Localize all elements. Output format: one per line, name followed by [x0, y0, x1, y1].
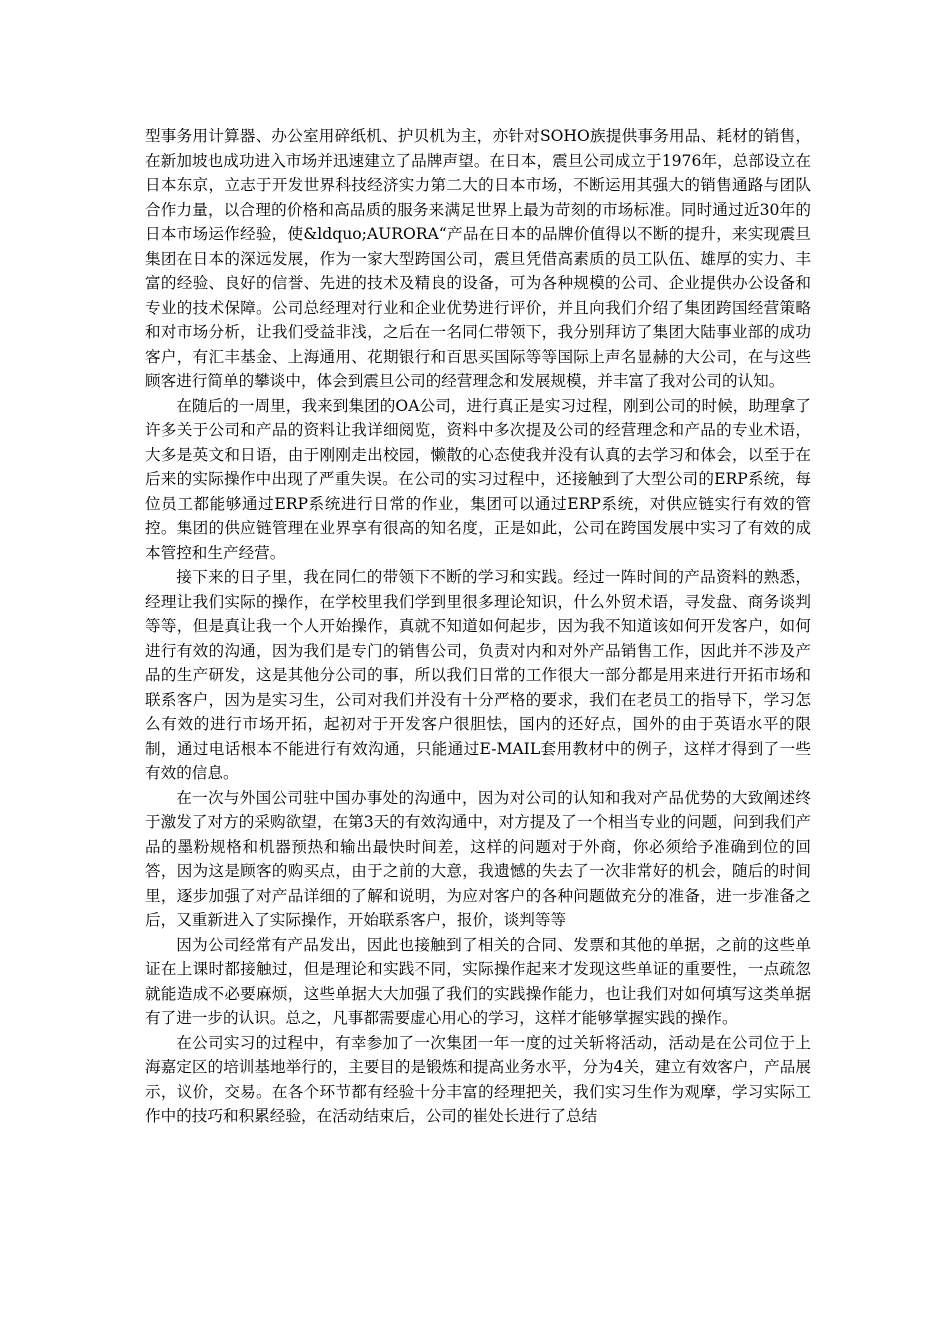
paragraph-6: 在公司实习的过程中，有幸参加了一次集团一年一度的过关斩将活动，活动是在公司位于上海嘉定区的培训基地举行的，主要目的是锻炼和提高业务水平，分为4关，建立有效客户，产品展示，议价，交易。在各个环节都有经验十分丰富的经理把关，我们实习生作为观摩，学习实际工作中的技巧和积累经验，在活动结束后，公司的崔处长进行了总结: [145, 1033, 811, 1125]
paragraph-1: 型事务用计算器、办公室用碎纸机、护贝机为主，亦针对SOHO族提供事务用品、耗材的销售，在新加坡也成功进入市场并迅速建立了品牌声望。在日本，震旦公司成立于1976年，总部设立在日本东京，立志于开发世界科技经济实力第二大的日本市场，不断运用其强大的销售通路与团队合作力量，以合理的价格和高品质的服务来满足世界上最为苛刻的市场标准。同时通过近30年的日本市场运作经验，使&ldquo;AURORA“产品在日本的品牌价值得以不断的提升，来实现震旦集团在日本的深远发展，作为一家大型跨国公司，震旦凭借高素质的员工队伍、雄厚的实力、丰富的经验、良好的信誉、先进的技术及精良的设备，可为各种规模的公司、企业提供办公设备和专业的技术保障。公司总经理对行业和企业优势进行评价，并且向我们介绍了集团跨国经营策略和对市场分析，让我们受益非浅，之后在一名同仁带领下，我分别拜访了集团大陆事业部的成功客户，有汇丰基金、上海通用、花期银行和百思买国际等等国际上声名显赫的大公司，在与这些顾客进行简单的攀谈中，体会到震旦公司的经营理念和发展规模，并丰富了我对公司的认知。: [145, 127, 811, 390]
paragraph-4: 在一次与外国公司驻中国办事处的沟通中，因为对公司的认知和我对产品优势的大致阐述终于激发了对方的采购欲望，在第3天的有效沟通中，对方提及了一个相当专业的问题，问到我们产品的墨粉规格和机器预热和输出最快时间差，这样的问题对于外商，你必须给予准确到位的回答，因为这是顾客的购买点，由于之前的大意，我遗憾的失去了一次非常好的机会，随后的时间里，逐步加强了对产品详细的了解和说明，为应对客户的各种问题做充分的准备，进一步准备之后，又重新进入了实际操作，开始联系客户，报价，谈判等等: [145, 788, 811, 929]
paragraph-2: 在随后的一周里，我来到集团的OA公司，进行真正是实习过程，刚到公司的时候，助理拿了许多关于公司和产品的资料让我详细阅览，资料中多次提及公司的经营理念和产品的专业术语，大多是英文和日语，由于刚刚走出校园，懒散的心态使我并没有认真的去学习和体会，以至于在后来的实际操作中出现了严重失误。在公司的实习过程中，还接触到了大型公司的ERP系统，每位员工都能够通过ERP系统进行日常的作业，集团可以通过ERP系统，对供应链实行有效的管控。集团的供应链管理在业界享有很高的知名度，正是如此，公司在跨国发展中实习了有效的成本管控和生产经营。: [145, 396, 811, 562]
paragraph-3: 接下来的日子里，我在同仁的带领下不断的学习和实践。经过一阵时间的产品资料的熟悉，经理让我们实际的操作，在学校里我们学到里很多理论知识，什么外贸术语，寻发盘、商务谈判等等，但是真让我一个人开始操作，真就不知道如何起步，因为我不知道该如何开发客户，如何进行有效的沟通，因为我们是专门的销售公司，负责对内和对外产品销售工作，因此并不涉及产品的生产研发，这是其他分公司的事，所以我们日常的工作很大一部分都是用来进行开拓市场和联系客户，因为是实习生，公司对我们并没有十分严格的要求，我们在老员工的指导下，学习怎么有效的进行市场开拓，起初对于开发客户很胆怯，国内的还好点，国外的由于英语水平的限制，通过电话根本不能进行有效沟通，只能通过E-MAIL套用教材中的例子，这样才得到了一些有效的信息。: [145, 568, 811, 782]
paragraph-5: 因为公司经常有产品发出，因此也接触到了相关的合同、发票和其他的单据，之前的这些单证在上课时都接触过，但是理论和实践不同，实际操作起来才发现这些单证的重要性，一点疏忽就能造成不必要麻烦，这些单据大大加强了我们的实践操作能力，也让我们对如何填写这类单据有了进一步的认识。总之，凡事都需要虚心用心的学习，这样才能够掌握实践的操作。: [145, 935, 811, 1027]
document-body: [145, 124, 811, 1129]
